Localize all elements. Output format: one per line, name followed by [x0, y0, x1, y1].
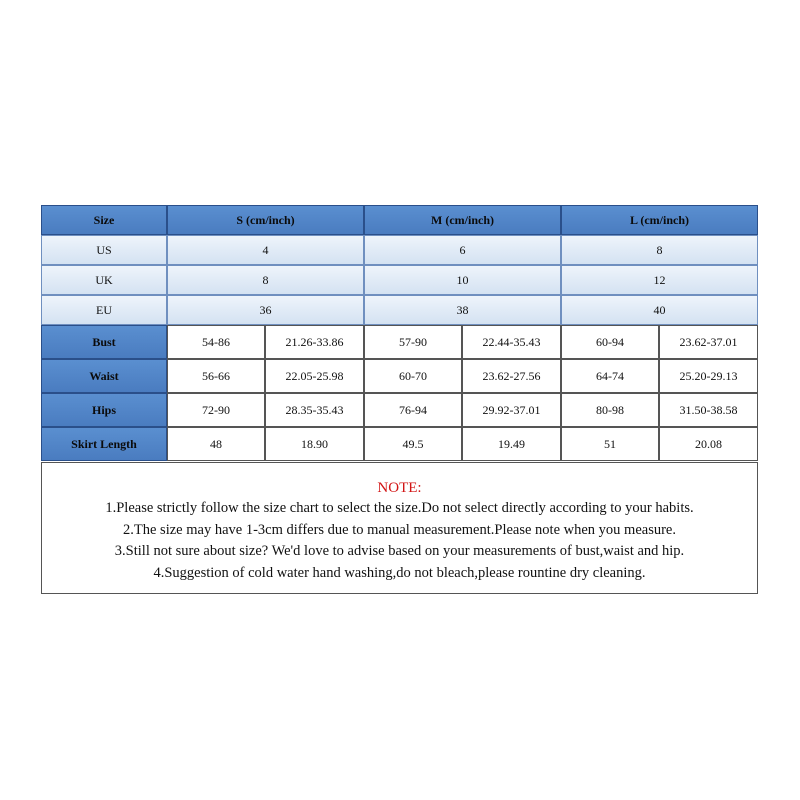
- measure-value-cell: 22.44-35.43: [462, 325, 561, 359]
- measure-value-cell: 57-90: [364, 325, 462, 359]
- region-size-value: 8: [167, 265, 364, 295]
- measure-value-cell: 72-90: [167, 393, 265, 427]
- measure-value-cell: 60-94: [561, 325, 659, 359]
- notes-box: [41, 462, 758, 594]
- region-size-value: 10: [364, 265, 561, 295]
- note-line-4: 4.Suggestion of cold water hand washing,do not bleach,please rountine dry cleaning.: [153, 564, 646, 581]
- measure-value-cell: 48: [167, 427, 265, 461]
- measure-value-cell: 31.50-38.58: [659, 393, 758, 427]
- region-size-value: 4: [167, 235, 364, 265]
- measure-row-label: Hips: [41, 393, 167, 427]
- measure-value-cell: 56-66: [167, 359, 265, 393]
- measure-value-cell: 21.26-33.86: [265, 325, 364, 359]
- measure-value-cell: 64-74: [561, 359, 659, 393]
- region-size-value: 12: [561, 265, 758, 295]
- note-line-2: 2.The size may have 1-3cm differs due to manual measurement.Please note when you measure.: [123, 521, 676, 538]
- region-row-label: US: [41, 235, 167, 265]
- measure-value-cell: 80-98: [561, 393, 659, 427]
- measure-value-cell: 22.05-25.98: [265, 359, 364, 393]
- region-size-value: 38: [364, 295, 561, 325]
- region-size-value: 6: [364, 235, 561, 265]
- measure-row-label: Bust: [41, 325, 167, 359]
- header-size-column: S (cm/inch): [167, 205, 364, 235]
- measure-value-cell: 20.08: [659, 427, 758, 461]
- measure-value-cell: 76-94: [364, 393, 462, 427]
- measure-value-cell: 18.90: [265, 427, 364, 461]
- measure-value-cell: 54-86: [167, 325, 265, 359]
- measure-value-cell: 29.92-37.01: [462, 393, 561, 427]
- region-size-value: 8: [561, 235, 758, 265]
- note-line-1: 1.Please strictly follow the size chart to select the size.Do not select directly according to your habits.: [105, 500, 694, 516]
- region-row-label: EU: [41, 295, 167, 325]
- measure-value-cell: 23.62-27.56: [462, 359, 561, 393]
- measure-value-cell: 28.35-35.43: [265, 393, 364, 427]
- header-size-label: Size: [41, 205, 167, 235]
- measure-value-cell: 51: [561, 427, 659, 461]
- region-size-value: 36: [167, 295, 364, 325]
- region-row-label: UK: [41, 265, 167, 295]
- header-size-column: L (cm/inch): [561, 205, 758, 235]
- measure-row-label: Skirt Length: [41, 427, 167, 461]
- measure-value-cell: 25.20-29.13: [659, 359, 758, 393]
- size-chart: [41, 205, 758, 594]
- measure-value-cell: 23.62-37.01: [659, 325, 758, 359]
- note-line-3: 3.Still not sure about size? We'd love to advise based on your measurements of bust,waist and hip.: [114, 543, 685, 559]
- measure-value-cell: 60-70: [364, 359, 462, 393]
- measure-row-label: Waist: [41, 359, 167, 393]
- measure-value-cell: 49.5: [364, 427, 462, 461]
- measure-value-cell: 19.49: [462, 427, 561, 461]
- region-size-value: 40: [561, 295, 758, 325]
- header-size-column: M (cm/inch): [364, 205, 561, 235]
- notes-title: NOTE:: [377, 480, 422, 496]
